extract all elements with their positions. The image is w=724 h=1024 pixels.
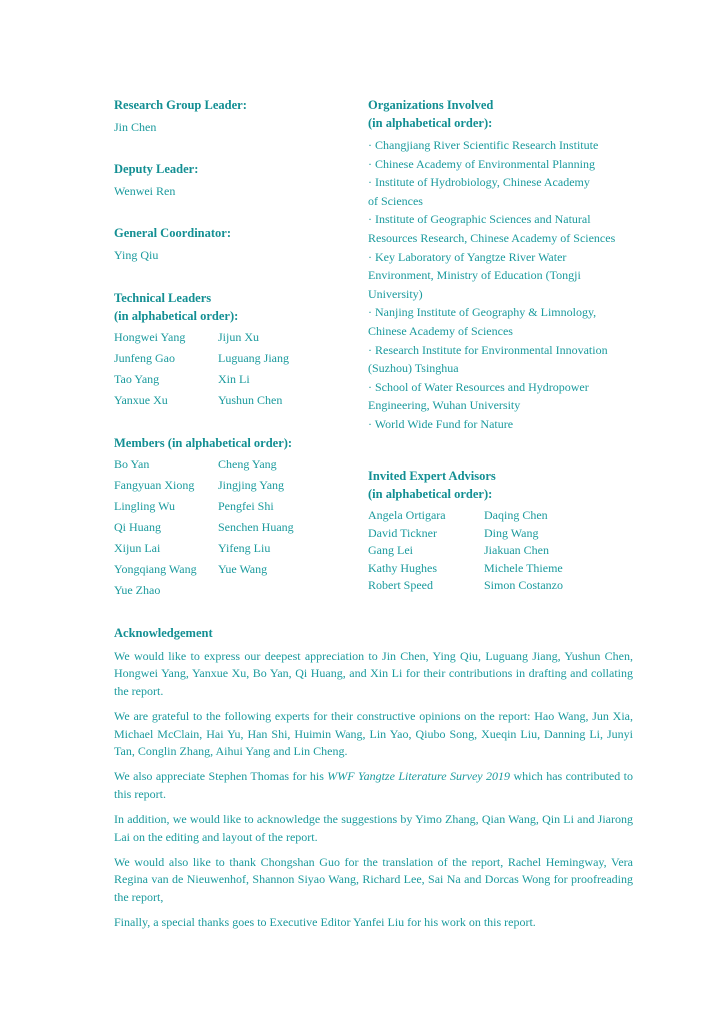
list-item: Engineering, Wuhan University	[368, 398, 521, 413]
list-item: · Institute of Hydrobiology, Chinese Academy	[368, 175, 590, 190]
name: Yue Wang	[218, 562, 268, 576]
name: Senchen Huang	[218, 520, 294, 534]
list-item: · Key Laboratory of Yangtze River Water	[368, 249, 567, 264]
acknowledgement-section	[114, 624, 633, 940]
name: Xijun Lai	[114, 541, 161, 555]
list-item	[114, 454, 354, 475]
list-item	[368, 525, 638, 543]
list-item: Environment, Ministry of Education (Tongji	[368, 268, 581, 283]
organizations-list	[368, 136, 638, 434]
list-item	[114, 517, 354, 538]
name: Yongqiang Wang	[114, 562, 197, 576]
list-item: University)	[368, 286, 423, 301]
list-item: · Institute of Geographic Sciences and Natural	[368, 212, 591, 227]
technical-leaders-section	[114, 289, 354, 411]
name: Michele Thieme	[484, 560, 563, 575]
list-item	[114, 369, 354, 390]
list-item	[114, 580, 354, 601]
list-item	[368, 577, 638, 595]
list-item	[114, 559, 354, 580]
members-heading: Members (in alphabetical order):	[114, 436, 293, 450]
name: Luguang Jiang	[218, 351, 289, 365]
members-list	[114, 454, 354, 601]
technical-leaders-subheading: (in alphabetical order):	[114, 309, 239, 323]
name: Robert Speed	[368, 578, 433, 593]
research-leader-name: Jin Chen	[114, 120, 157, 134]
deputy-leader-heading: Deputy Leader:	[114, 162, 199, 176]
name: Xin Li	[218, 372, 250, 386]
technical-leaders-heading: Technical Leaders	[114, 291, 212, 305]
name: Ding Wang	[484, 525, 539, 540]
name: Fangyuan Xiong	[114, 478, 195, 492]
list-item: · Nanjing Institute of Geography & Limnology,	[368, 305, 597, 320]
list-item	[114, 475, 354, 496]
technical-leaders-list	[114, 327, 354, 411]
list-item	[114, 327, 354, 348]
acknowledgement-paragraph: We are grateful to the following experts for their constructive opinions on the report: Hao Wang, Jun Xia, Michael McClain, Hai Yu, Han Shi, Huimin Wang, Lin Yao, Qiubo Song, Xueqin Liu, Danning Li, Junyi Tan, Conglin Zhang, Aihui Yang and Lin Cheng.	[114, 709, 633, 759]
name: Tao Yang	[114, 372, 160, 386]
list-item	[114, 538, 354, 559]
name: Gang Lei	[368, 543, 413, 558]
acknowledgement-paragraph: We would also like to thank Chongshan Guo for the translation of the report, Rachel Hemingway, Vera Regina van de Nieuwenhof, Shannon Siyao Wang, Richard Lee, Sai Na and Dorcas Wong for proofreading the report,	[114, 855, 633, 904]
list-item: of Sciences	[368, 193, 423, 208]
members-section	[114, 434, 354, 601]
research-leader-section	[114, 96, 354, 138]
advisors-list	[368, 507, 638, 595]
list-item	[368, 560, 638, 578]
list-item: · Research Institute for Environmental Innovation	[368, 342, 608, 357]
organizations-section	[368, 96, 638, 434]
name: Jingjing Yang	[218, 478, 285, 492]
organizations-subheading: (in alphabetical order):	[368, 116, 493, 130]
name: Jiakuan Chen	[484, 543, 549, 558]
list-item	[114, 348, 354, 369]
list-item: · School of Water Resources and Hydropower	[368, 379, 589, 394]
text: which has contributed to this report.	[114, 769, 633, 801]
name: Hongwei Yang	[114, 330, 186, 344]
name: David Tickner	[368, 525, 437, 540]
list-item	[368, 542, 638, 560]
list-item: · Chinese Academy of Environmental Planning	[368, 156, 595, 171]
name: Cheng Yang	[218, 457, 277, 471]
text: We also appreciate Stephen Thomas for his	[114, 769, 328, 784]
list-item: · World Wide Fund for Nature	[368, 416, 514, 431]
acknowledgement-heading: Acknowledgement	[114, 626, 213, 640]
name: Qi Huang	[114, 520, 161, 534]
deputy-leader-name: Wenwei Ren	[114, 184, 176, 198]
name: Bo Yan	[114, 457, 150, 471]
acknowledgement-paragraph: We would like to express our deepest appreciation to Jin Chen, Ying Qiu, Luguang Jiang, Yushun Chen, Hongwei Yang, Yanxue Xu, Bo Yan, Qi Huang, and Xin Li for their contributions in drafting and collating the report.	[114, 649, 633, 698]
name: Junfeng Gao	[114, 351, 175, 365]
name: Daqing Chen	[484, 508, 548, 522]
deputy-leader-section	[114, 160, 354, 202]
right-column	[368, 96, 638, 593]
general-coordinator-section	[114, 224, 354, 266]
name: Yue Zhao	[114, 583, 161, 597]
organizations-heading: Organizations Involved	[368, 98, 494, 112]
list-item	[114, 496, 354, 517]
name: Angela Ortigara	[368, 508, 446, 522]
list-item	[114, 390, 354, 411]
advisors-section	[368, 467, 638, 595]
name: Lingling Wu	[114, 499, 175, 513]
acknowledgement-paragraph	[114, 768, 633, 803]
advisors-heading: Invited Expert Advisors	[368, 469, 496, 483]
research-leader-heading: Research Group Leader:	[114, 98, 247, 112]
name: Jijun Xu	[218, 330, 260, 344]
name: Yanxue Xu	[114, 393, 168, 407]
general-coordinator-name: Ying Qiu	[114, 248, 159, 262]
list-item: · Changjiang River Scientific Research Institute	[368, 138, 599, 152]
acknowledgement-paragraph: In addition, we would like to acknowledge the suggestions by Yimo Zhang, Qian Wang, Qin Li and Jiarong Lai on the editing and layout of the report.	[114, 812, 633, 844]
list-item	[368, 507, 638, 525]
advisors-subheading: (in alphabetical order):	[368, 487, 493, 501]
list-item: Chinese Academy of Sciences	[368, 323, 513, 338]
acknowledgement-paragraph: Finally, a special thanks goes to Executive Editor Yanfei Liu for his work on this report.	[114, 915, 536, 930]
survey-title: WWF Yangtze Literature Survey 2019	[327, 769, 511, 784]
list-item: (Suzhou) Tsinghua	[368, 361, 459, 376]
name: Pengfei Shi	[218, 499, 274, 513]
name: Yushun Chen	[218, 393, 283, 407]
general-coordinator-heading: General Coordinator:	[114, 226, 231, 240]
name: Kathy Hughes	[368, 560, 437, 575]
name: Simon Costanzo	[484, 578, 564, 593]
name: Yifeng Liu	[218, 541, 271, 555]
list-item: Resources Research, Chinese Academy of Sciences	[368, 230, 616, 245]
